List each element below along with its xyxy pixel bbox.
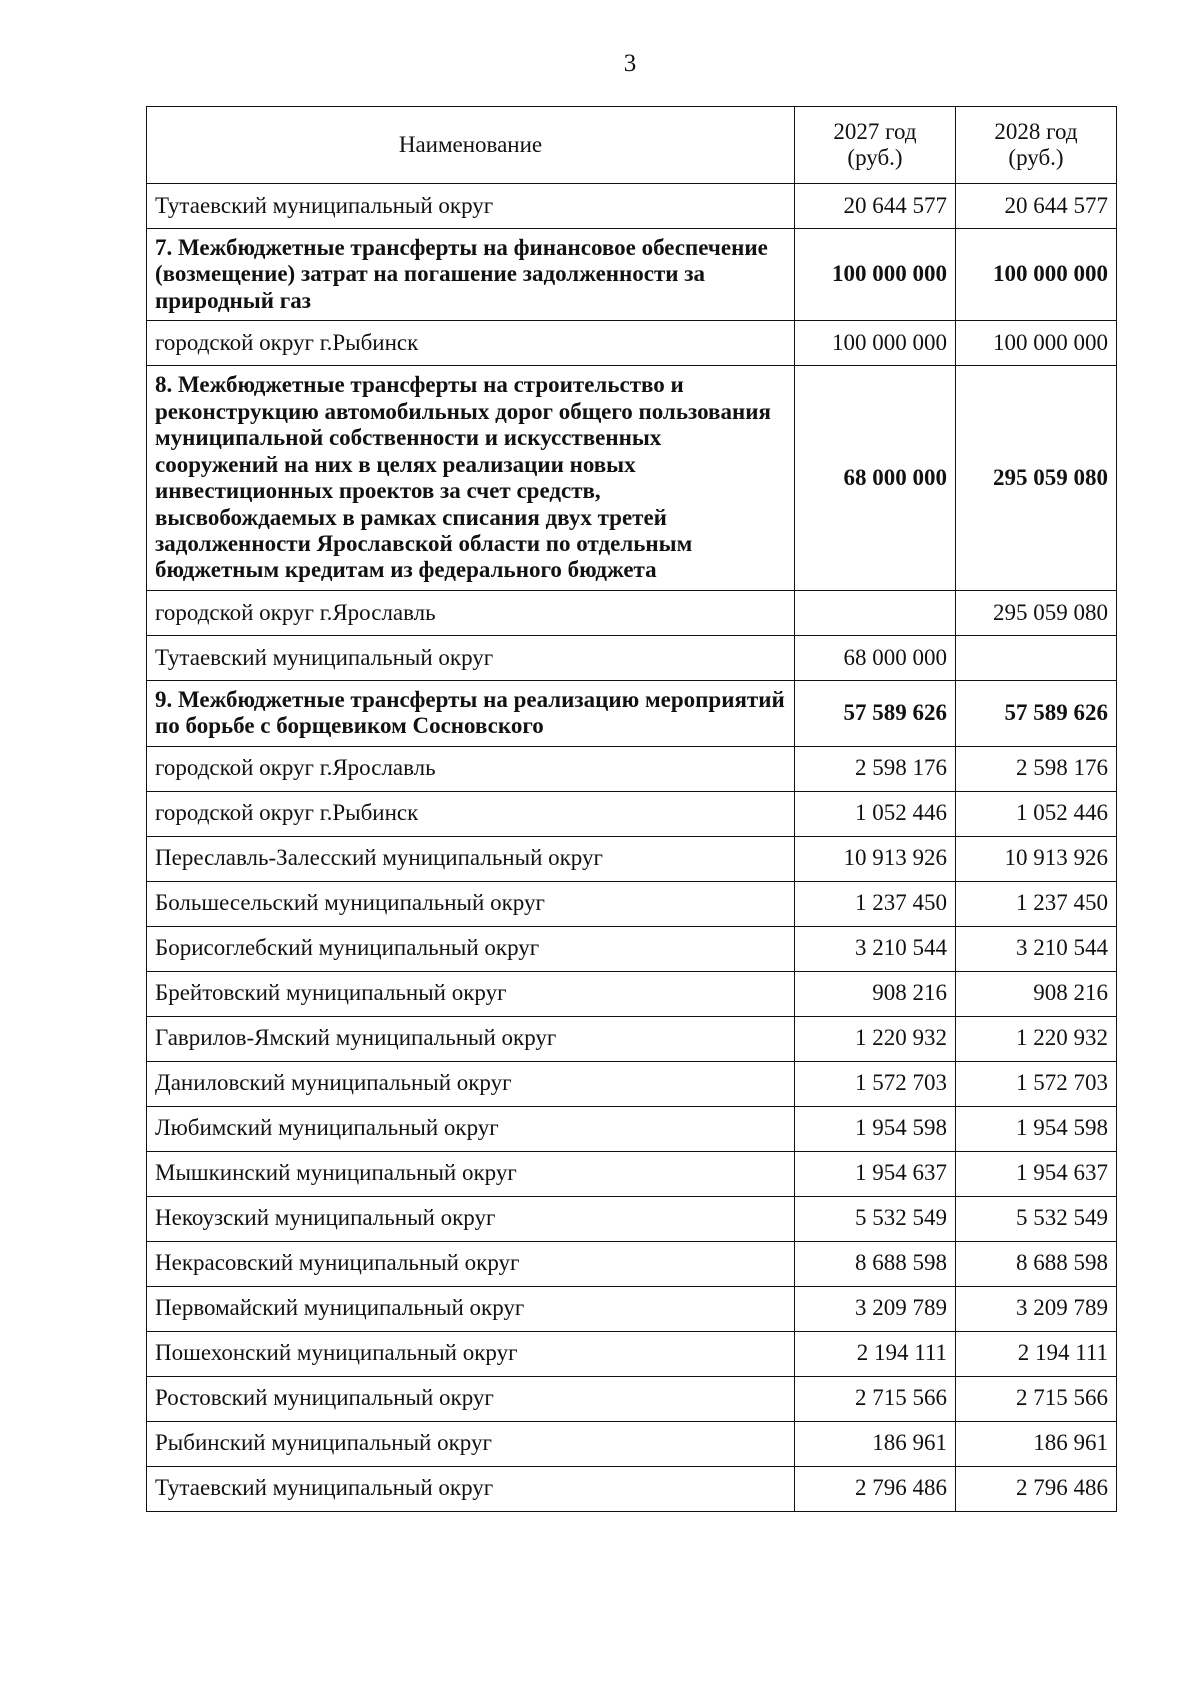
cell-2028: 100 000 000 — [956, 321, 1117, 366]
table-row — [147, 1061, 1117, 1106]
cell-name: 9. Межбюджетные трансферты на реализацию мероприятий по борьбе с борщевиком Сосновского — [147, 680, 795, 746]
cell-2028: 3 210 544 — [956, 926, 1117, 971]
cell-name: Тутаевский муниципальный округ — [147, 1466, 795, 1511]
cell-name: городской округ г.Ярославль — [147, 590, 795, 635]
cell-2028: 10 913 926 — [956, 836, 1117, 881]
cell-2027: 3 209 789 — [795, 1286, 956, 1331]
cell-2027: 2 796 486 — [795, 1466, 956, 1511]
cell-2028: 295 059 080 — [956, 366, 1117, 591]
table-row — [147, 635, 1117, 680]
transfers-table — [146, 106, 1117, 1512]
cell-name: городской округ г.Ярославль — [147, 746, 795, 791]
cell-name: Некоузский муниципальный округ — [147, 1196, 795, 1241]
table-row — [147, 926, 1117, 971]
table-row — [147, 971, 1117, 1016]
cell-name: Тутаевский муниципальный округ — [147, 184, 795, 229]
section-row — [147, 229, 1117, 321]
cell-2027: 2 715 566 — [795, 1376, 956, 1421]
cell-2028: 2 194 111 — [956, 1331, 1117, 1376]
table-row — [147, 1466, 1117, 1511]
cell-name: Мышкинский муниципальный округ — [147, 1151, 795, 1196]
cell-2027: 908 216 — [795, 971, 956, 1016]
cell-name: Даниловский муниципальный округ — [147, 1061, 795, 1106]
table-row — [147, 1016, 1117, 1061]
cell-2028: 3 209 789 — [956, 1286, 1117, 1331]
cell-2027: 57 589 626 — [795, 680, 956, 746]
column-header-2028-unit: (руб.) — [1008, 145, 1064, 170]
table-row — [147, 836, 1117, 881]
cell-2027: 1 237 450 — [795, 881, 956, 926]
table-row — [147, 184, 1117, 229]
column-header-name: Наименование — [147, 107, 795, 184]
column-header-2027-year: 2027 год — [833, 118, 917, 144]
column-header-2027-unit: (руб.) — [847, 145, 903, 170]
cell-name: городской округ г.Рыбинск — [147, 791, 795, 836]
cell-2028: 1 052 446 — [956, 791, 1117, 836]
cell-2028: 1 237 450 — [956, 881, 1117, 926]
table-row — [147, 881, 1117, 926]
cell-2028: 1 954 637 — [956, 1151, 1117, 1196]
cell-2028: 295 059 080 — [956, 590, 1117, 635]
cell-name: Брейтовский муниципальный округ — [147, 971, 795, 1016]
cell-name: 7. Межбюджетные трансферты на финансовое обеспечение (возмещение) затрат на погашение задолженности за природный газ — [147, 229, 795, 321]
cell-2028: 2 715 566 — [956, 1376, 1117, 1421]
cell-2028 — [956, 635, 1117, 680]
table-row — [147, 1376, 1117, 1421]
cell-2028: 100 000 000 — [956, 229, 1117, 321]
cell-name: Переславль-Залесский муниципальный округ — [147, 836, 795, 881]
column-header-2028-year: 2028 год — [994, 118, 1078, 144]
cell-2028: 57 589 626 — [956, 680, 1117, 746]
cell-2027: 1 572 703 — [795, 1061, 956, 1106]
table-row — [147, 1286, 1117, 1331]
cell-2027: 5 532 549 — [795, 1196, 956, 1241]
cell-2027: 68 000 000 — [795, 635, 956, 680]
cell-2027: 68 000 000 — [795, 366, 956, 591]
cell-2027: 1 954 598 — [795, 1106, 956, 1151]
cell-2027: 1 052 446 — [795, 791, 956, 836]
section-row — [147, 366, 1117, 591]
table-row — [147, 791, 1117, 836]
table-row — [147, 590, 1117, 635]
page-number: 3 — [623, 50, 637, 77]
cell-2027: 2 194 111 — [795, 1331, 956, 1376]
cell-2028: 1 572 703 — [956, 1061, 1117, 1106]
cell-2027: 1 220 932 — [795, 1016, 956, 1061]
cell-name: Гаврилов-Ямский муниципальный округ — [147, 1016, 795, 1061]
cell-name: Первомайский муниципальный округ — [147, 1286, 795, 1331]
table-header-row — [147, 107, 1117, 184]
cell-name: Борисоглебский муниципальный округ — [147, 926, 795, 971]
cell-2027 — [795, 590, 956, 635]
cell-2027: 3 210 544 — [795, 926, 956, 971]
table-row — [147, 1196, 1117, 1241]
table-row — [147, 1331, 1117, 1376]
cell-2027: 8 688 598 — [795, 1241, 956, 1286]
cell-name: Пошехонский муниципальный округ — [147, 1331, 795, 1376]
cell-name: Тутаевский муниципальный округ — [147, 635, 795, 680]
table-row — [147, 321, 1117, 366]
column-header-2027 — [795, 107, 956, 184]
cell-name: Любимский муниципальный округ — [147, 1106, 795, 1151]
cell-name: Некрасовский муниципальный округ — [147, 1241, 795, 1286]
cell-2028: 20 644 577 — [956, 184, 1117, 229]
cell-2027: 10 913 926 — [795, 836, 956, 881]
table-row — [147, 1421, 1117, 1466]
cell-2027: 20 644 577 — [795, 184, 956, 229]
table-row — [147, 746, 1117, 791]
cell-name: Ростовский муниципальный округ — [147, 1376, 795, 1421]
table-row — [147, 1241, 1117, 1286]
cell-2028: 8 688 598 — [956, 1241, 1117, 1286]
cell-2027: 1 954 637 — [795, 1151, 956, 1196]
cell-name: Большесельский муниципальный округ — [147, 881, 795, 926]
cell-2027: 2 598 176 — [795, 746, 956, 791]
cell-2028: 186 961 — [956, 1421, 1117, 1466]
cell-name: городской округ г.Рыбинск — [147, 321, 795, 366]
cell-2028: 5 532 549 — [956, 1196, 1117, 1241]
table-body — [147, 184, 1117, 1512]
cell-2028: 2 796 486 — [956, 1466, 1117, 1511]
cell-name: Рыбинский муниципальный округ — [147, 1421, 795, 1466]
cell-name: 8. Межбюджетные трансферты на строительство и реконструкцию автомобильных дорог общего пользования муниципальной собственности и искусственных сооружений на них в целях реализации новых инвестиционных проектов за счет средств, высвобождаемых в рамках списания двух третей задолженности Ярославской области по отдельным бюджетным кредитам из федерального бюджета — [147, 366, 795, 591]
cell-2028: 1 220 932 — [956, 1016, 1117, 1061]
cell-2028: 1 954 598 — [956, 1106, 1117, 1151]
cell-2027: 100 000 000 — [795, 321, 956, 366]
cell-2027: 100 000 000 — [795, 229, 956, 321]
table-row — [147, 1151, 1117, 1196]
table-row — [147, 1106, 1117, 1151]
column-header-2028 — [956, 107, 1117, 184]
cell-2027: 186 961 — [795, 1421, 956, 1466]
cell-2028: 908 216 — [956, 971, 1117, 1016]
cell-2028: 2 598 176 — [956, 746, 1117, 791]
section-row — [147, 680, 1117, 746]
